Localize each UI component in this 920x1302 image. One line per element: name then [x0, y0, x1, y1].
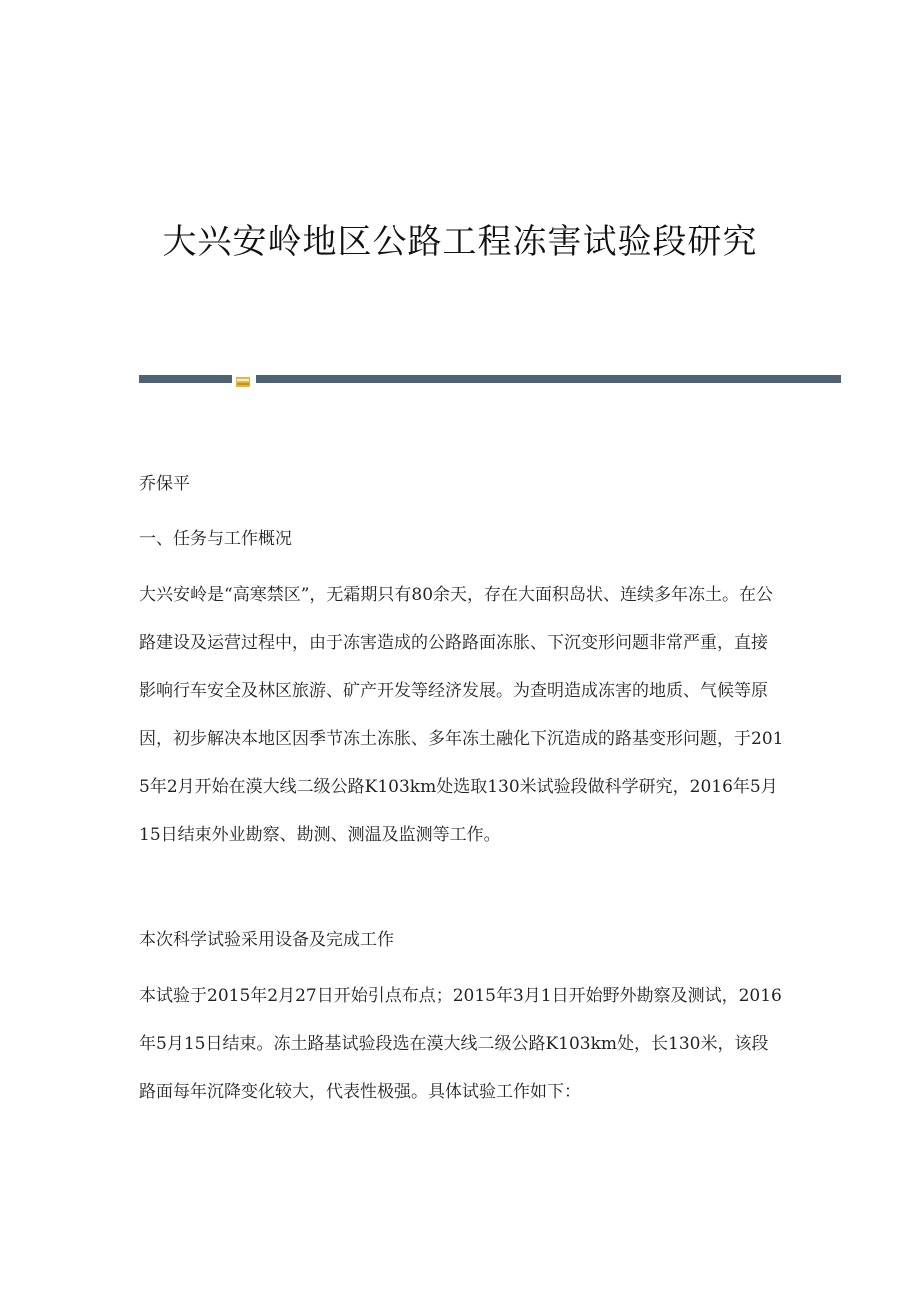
divider-bar-left [139, 375, 232, 383]
body-paragraph-1: 大兴安岭是“高寒禁区”，无霜期只有80余天，存在大面积岛状、连续多年冻土。在公路建设及运营过程中，由于冻害造成的公路路面冻胀、下沉变形问题非常严重，直接影响行车安全及林区旅游、矿产开发等经济发展。为查明造成冻害的地质、气候等原因，初步解决本地区因季节冻土冻胀、多年冻土融化下沉造成的路基变形问题，于2015年2月开始在漠大线二级公路K103km处选取130米试验段做科学研究，2016年5月15日结束外业勘察、勘测、测温及监测等工作。 [139, 585, 784, 845]
document-title: 大兴安岭地区公路工程冻害试验段研究 [162, 222, 758, 262]
body-paragraph-2: 本试验于2015年2月27日开始引点布点；2015年3月1日开始野外勘察及测试，2016年5月15日结束。冻土路基试验段选在漠大线二级公路K103km处，长130米，该段路面每年沉降变化较大，代表性极强。具体试验工作如下： [139, 986, 782, 1102]
title-divider [139, 373, 841, 385]
folded-ribbon-icon [236, 373, 250, 385]
subsection-heading: 本次科学试验采用设备及完成工作 [139, 930, 394, 950]
author-name: 乔保平 [139, 474, 190, 494]
section-heading: 一、任务与工作概况 [139, 529, 292, 549]
divider-bar-right [256, 375, 841, 383]
